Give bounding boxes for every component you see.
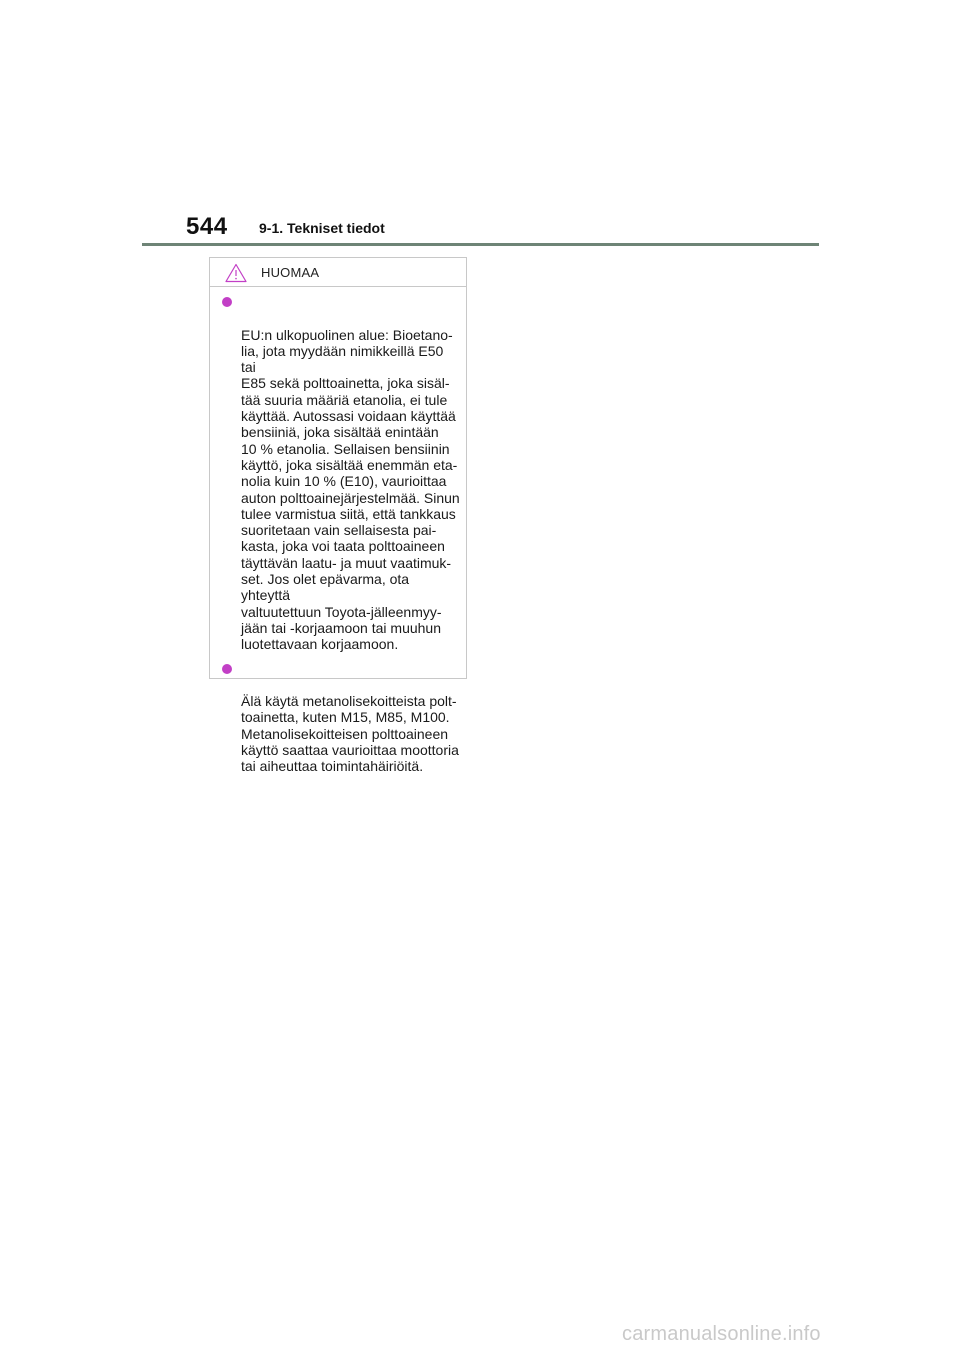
header-rule [142, 243, 819, 246]
watermark: carmanualsonline.info [622, 1323, 821, 1345]
notice-list [210, 294, 466, 783]
section-title: 9-1. Tekniset tiedot [259, 220, 385, 236]
notice-title: HUOMAA [261, 265, 320, 280]
page-number: 544 [186, 213, 228, 240]
notice-item-text: Älä käytä metanolisekoitteista polt- toainetta, kuten M15, M85, M100. Metanolisekoitteisen polttoaineen käyttö saattaa vaurioittaa moottoria tai aiheuttaa toimintahäiriöitä. [241, 693, 459, 775]
bullet-dot-icon [222, 664, 232, 674]
notice-item-text: EU:n ulkopuolinen alue: Bioetano- lia, jota myydään nimikkeillä E50 tai E85 sekä polttoainetta, joka sisäl- tää suuria määriä etanolia, ei tule käyttää. Autossasi voidaan käyttää bensiiniä, joka sisältää enintään 10 % etanolia. Sellaisen bensiinin käyttö, joka sisältää enemmän eta- nolia kuin 10 % (E10), vaurioittaa auton polttoainejärjestelmää. Sinun tulee varmistua siitä, että tankkaus suoritetaan vain sellaisesta pai- kasta, joka voi taata polttoaineen täyttävän laatu- ja muut vaatimuk- set. Jos olet epävarma, ota yhteyttä valtuutettuun Toyota-jälleenmyy- jään tai -korjaamoon tai muuhun luotettavaan korjaamoon. [241, 326, 460, 653]
notice-item-methanol [210, 661, 466, 775]
notice-item-ethanol [210, 294, 466, 653]
notice-header [210, 258, 466, 287]
bullet-dot-icon [222, 297, 232, 307]
warning-triangle-icon [225, 263, 247, 283]
notice-box [209, 257, 467, 775]
